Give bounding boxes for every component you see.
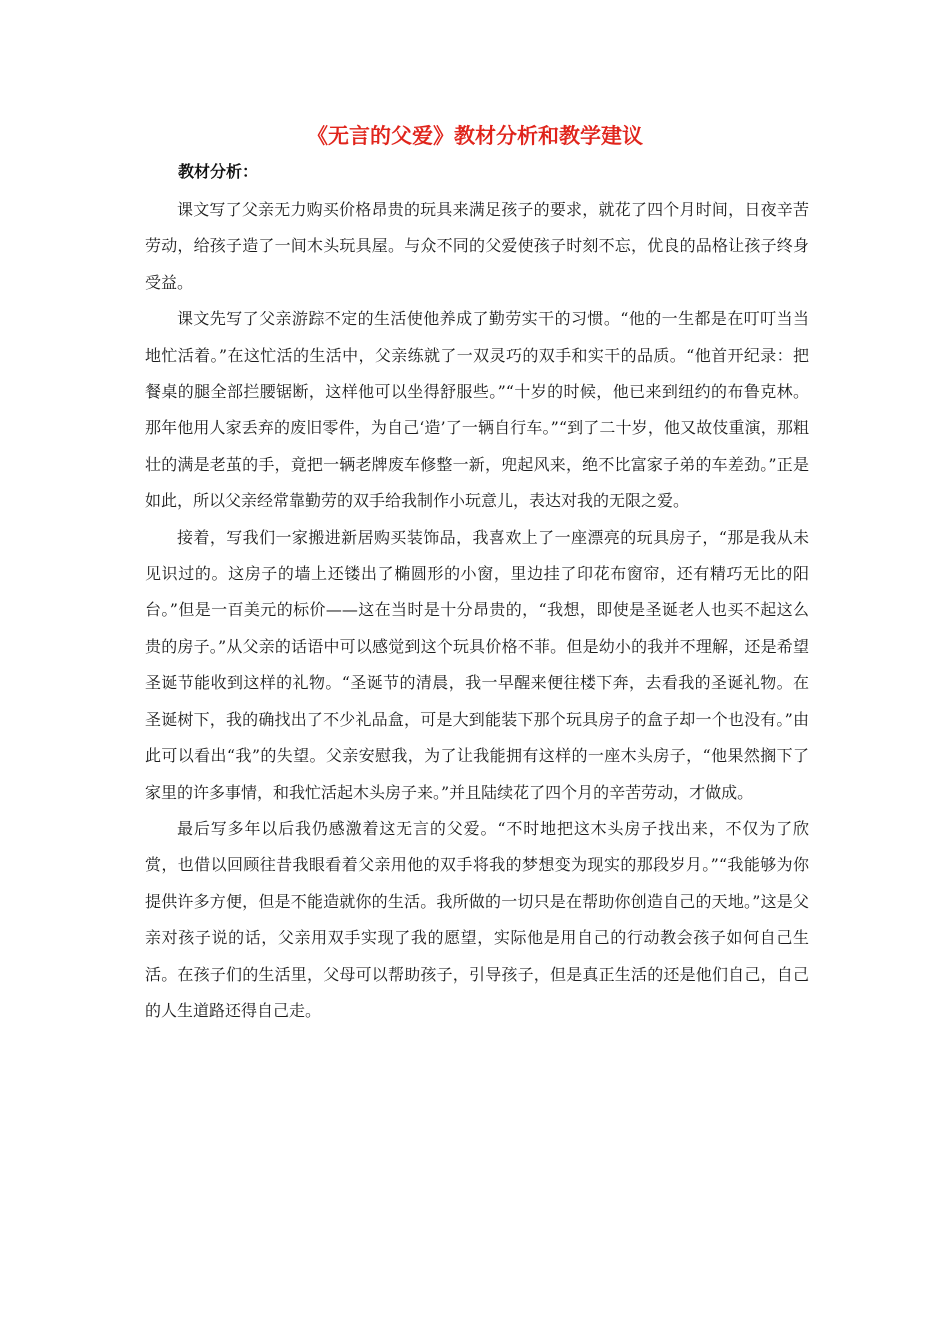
section-heading: 教材分析： — [178, 162, 259, 181]
paragraph-2: 课文先写了父亲游踪不定的生活使他养成了勤劳实干的习惯。“他的一生都是在叮叮当当地忙活着。”在这忙活的生活中，父亲练就了一双灵巧的双手和实干的品质。“他首开纪录：把餐桌的腿全部拦腰锯断，这样他可以坐得舒服些。”“十岁的时候，他已来到纽约的布鲁克林。那年他用人家丢弃的废旧零件，为自己‘造’了一辆自行车。”“到了二十岁，他又故伎重演，那粗壮的满是老茧的手，竟把一辆老牌废车修整一新，兜起风来，绝不比富家子弟的车差劲。”正是如此，所以父亲经常靠勤劳的双手给我制作小玩意儿，表达对我的无限之爱。 — [145, 309, 809, 511]
document-title: 《无言的父爱》教材分析和教学建议 — [307, 124, 643, 148]
paragraph-4: 最后写多年以后我仍感激着这无言的父爱。“不时地把这木头房子找出来，不仅为了欣赏，也借以回顾往昔我眼看着父亲用他的双手将我的梦想变为现实的那段岁月。”“我能够为你提供许多方便，但是不能造就你的生活。我所做的一切只是在帮助你创造自己的天地。”这是父亲对孩子说的话，父亲用双手实现了我的愿望，实际他是用自己的行动教会孩子如何自己生活。在孩子们的生活里，父母可以帮助孩子，引导孩子，但是真正生活的还是他们自己，自己的人生道路还得自己走。 — [145, 818, 809, 1020]
document-body — [145, 192, 809, 1029]
paragraph-3: 接着，写我们一家搬进新居购买装饰品，我喜欢上了一座漂亮的玩具房子，“那是我从未见识过的。这房子的墙上还镂出了椭圆形的小窗，里边挂了印花布窗帘，还有精巧无比的阳台。”但是一百美元的标价——这在当时是十分昂贵的，“我想，即使是圣诞老人也买不起这么贵的房子。”从父亲的话语中可以感觉到这个玩具价格不菲。但是幼小的我并不理解，还是希望圣诞节能收到这样的礼物。“圣诞节的清晨，我一早醒来便往楼下奔，去看我的圣诞礼物。在圣诞树下，我的确找出了不少礼品盒，可是大到能装下那个玩具房子的盒子却一个也没有。”由此可以看出“我”的失望。父亲安慰我，为了让我能拥有这样的一座木头房子，“他果然搁下了家里的许多事情，和我忙活起木头房子来。”并且陆续花了四个月的辛苦劳动，才做成。 — [145, 527, 809, 802]
paragraph-1: 课文写了父亲无力购买价格昂贵的玩具来满足孩子的要求，就花了四个月时间，日夜辛苦劳动，给孩子造了一间木头玩具屋。与众不同的父爱使孩子时刻不忘，优良的品格让孩子终身受益。 — [145, 200, 809, 292]
